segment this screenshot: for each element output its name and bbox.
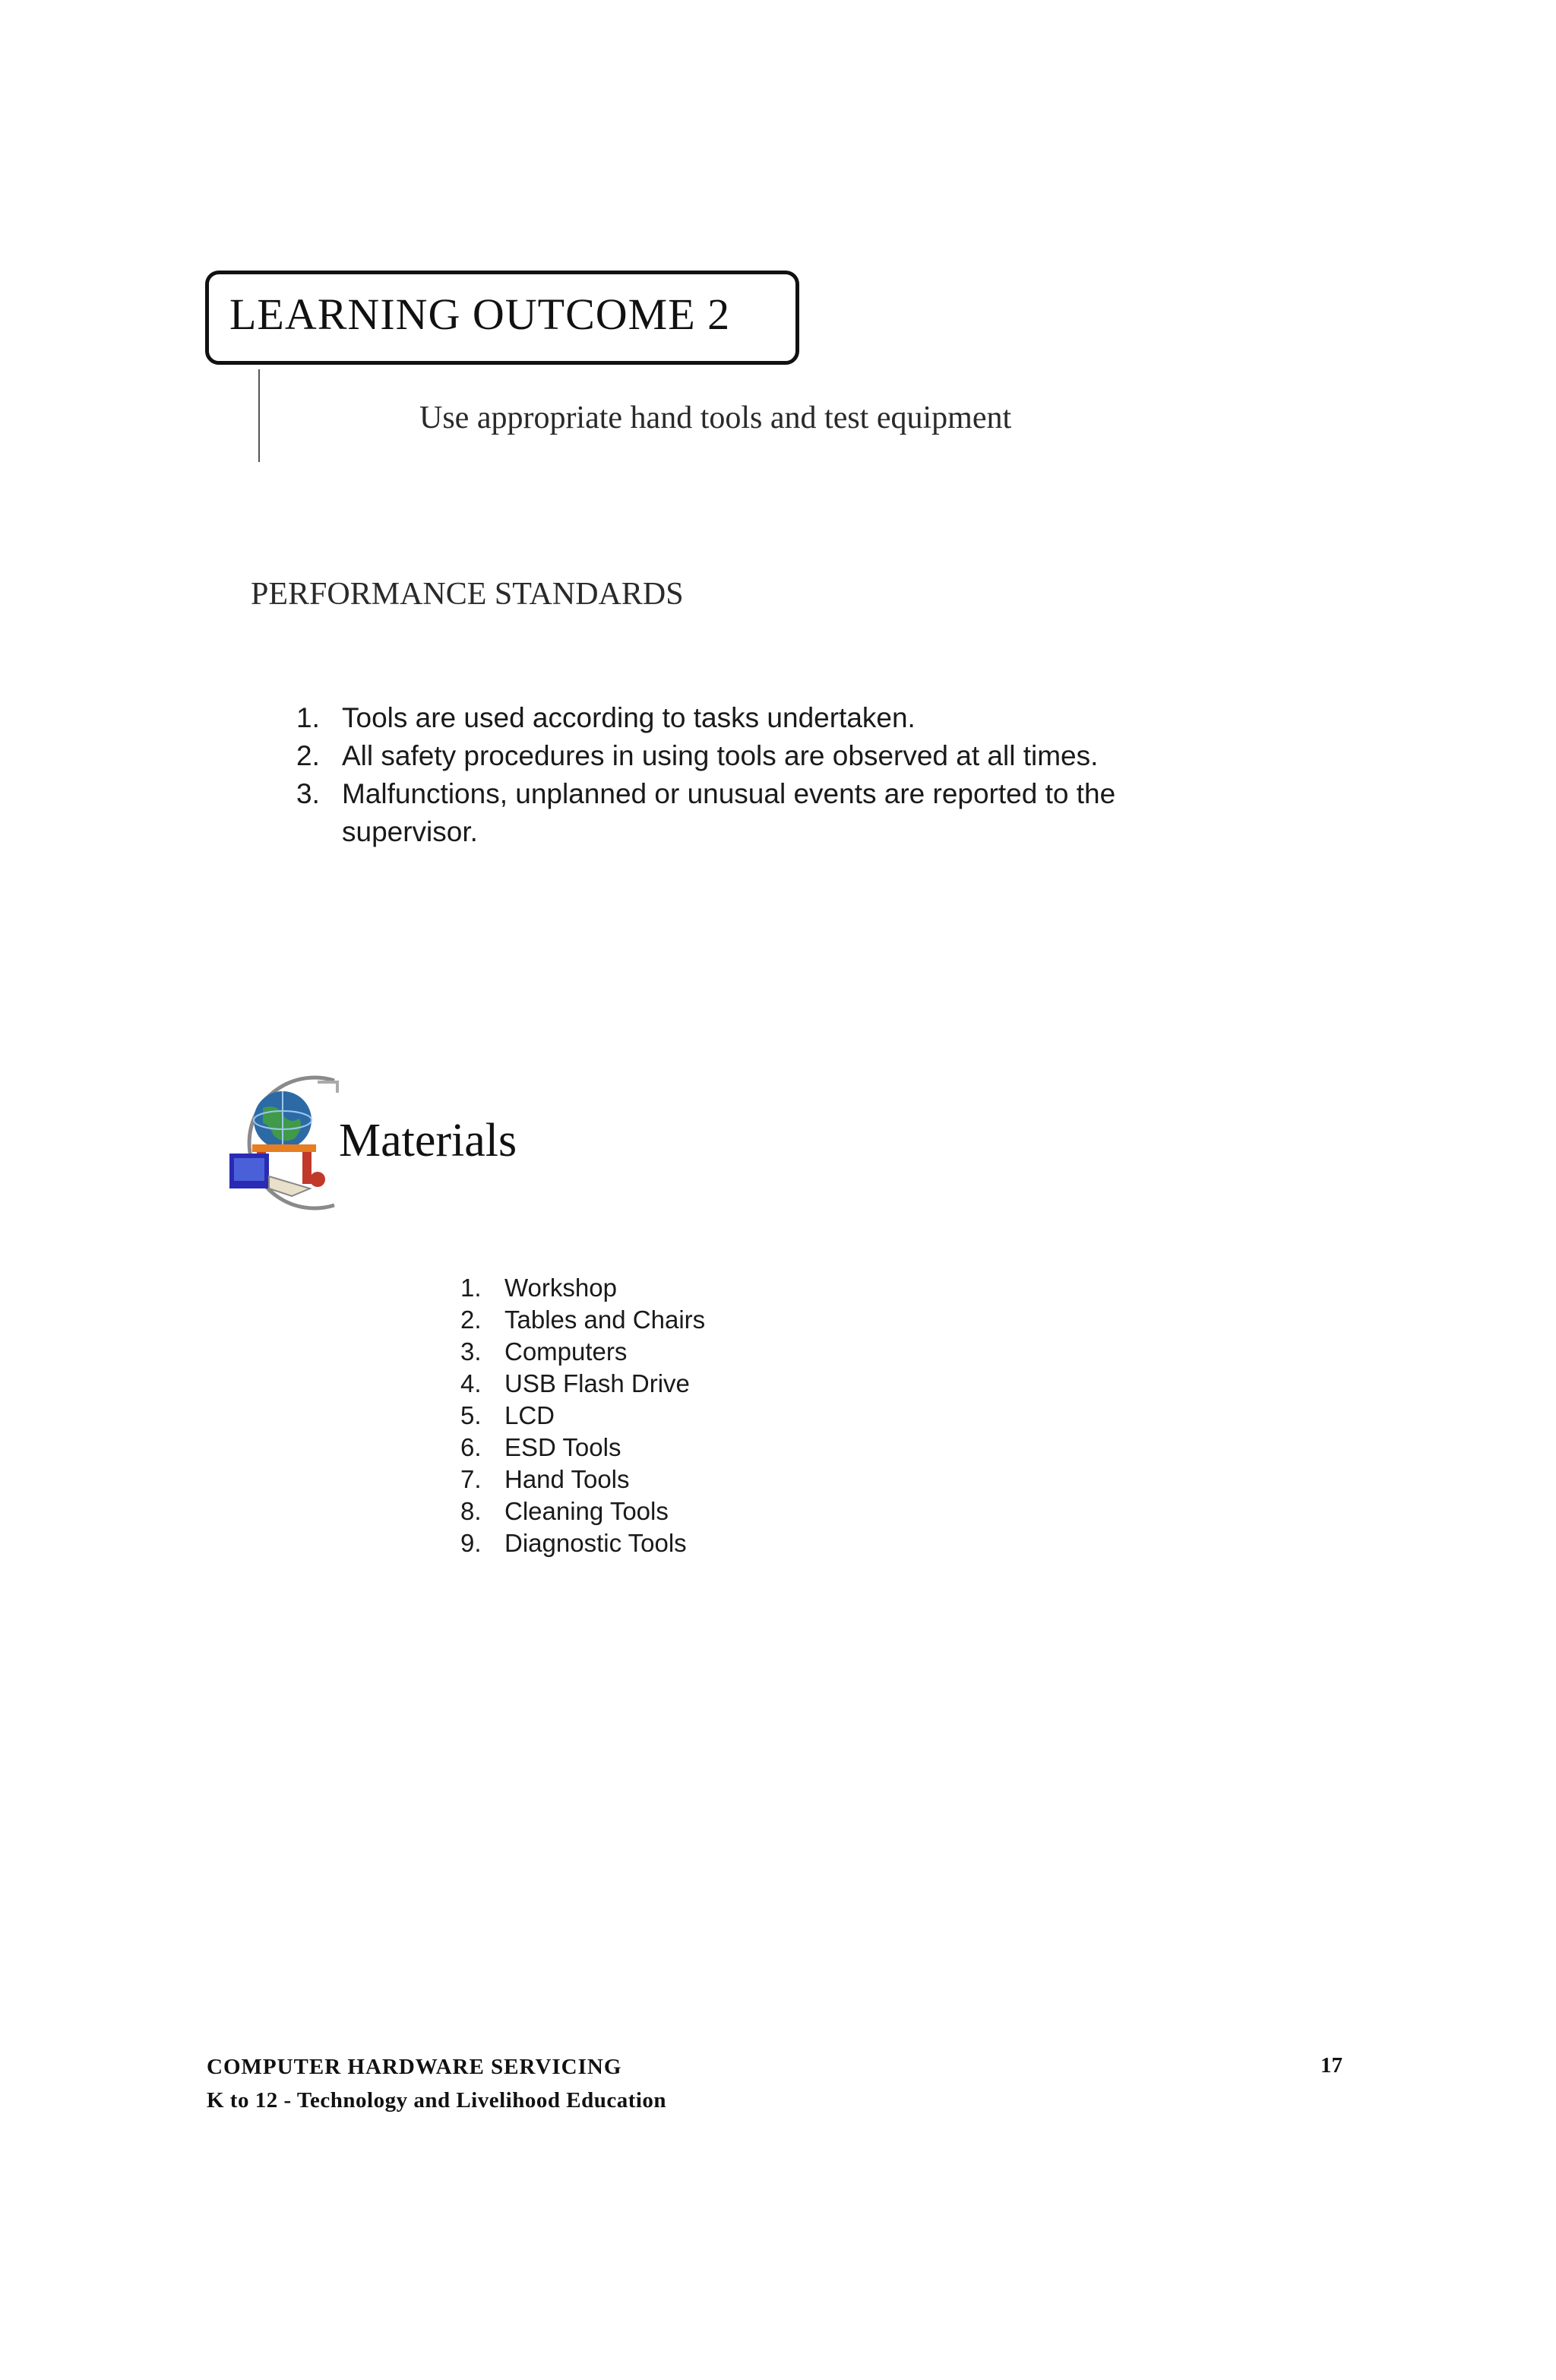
list-item bbox=[460, 1304, 992, 1336]
list-item bbox=[460, 1432, 992, 1464]
list-number: 1. bbox=[460, 1274, 482, 1302]
list-number: 1. bbox=[296, 702, 320, 733]
list-text: All safety procedures in using tools are observed at all times. bbox=[342, 740, 1099, 771]
list-item bbox=[460, 1527, 992, 1559]
list-item bbox=[296, 699, 1246, 737]
materials-heading: Materials bbox=[339, 1115, 517, 1166]
list-item bbox=[460, 1495, 992, 1527]
list-number: 9. bbox=[460, 1529, 482, 1557]
list-text: Tables and Chairs bbox=[504, 1306, 706, 1334]
list-number: 3. bbox=[460, 1337, 482, 1366]
list-number: 2. bbox=[296, 740, 320, 771]
list-item bbox=[460, 1368, 992, 1400]
list-item bbox=[460, 1336, 992, 1368]
page-number: 17 bbox=[1320, 2053, 1343, 2078]
list-text: Computers bbox=[504, 1337, 628, 1366]
list-item bbox=[460, 1400, 992, 1432]
list-text: Tools are used according to tasks undertaken. bbox=[342, 702, 916, 733]
list-item bbox=[460, 1272, 992, 1304]
list-number: 6. bbox=[460, 1433, 482, 1461]
globe-computer-icon bbox=[204, 1074, 340, 1211]
materials-list bbox=[460, 1272, 992, 1559]
list-number: 3. bbox=[296, 778, 320, 809]
list-number: 4. bbox=[460, 1369, 482, 1397]
footer-course-title: COMPUTER HARDWARE SERVICING bbox=[207, 2055, 622, 2079]
performance-standards-heading: PERFORMANCE STANDARDS bbox=[251, 577, 684, 612]
list-text: ESD Tools bbox=[504, 1433, 621, 1461]
performance-standards-list bbox=[296, 699, 1246, 851]
list-number: 7. bbox=[460, 1465, 482, 1493]
learning-outcome-subtitle: Use appropriate hand tools and test equipment bbox=[419, 400, 1012, 435]
list-item bbox=[296, 737, 1246, 775]
connector-line bbox=[258, 369, 260, 462]
list-item bbox=[460, 1464, 992, 1495]
list-text: LCD bbox=[504, 1401, 555, 1429]
list-item bbox=[296, 775, 1246, 851]
list-number: 2. bbox=[460, 1306, 482, 1334]
list-text: Workshop bbox=[504, 1274, 617, 1302]
list-text: Malfunctions, unplanned or unusual events are reported to the supervisor. bbox=[342, 778, 1116, 847]
footer-program: K to 12 - Technology and Livelihood Education bbox=[207, 2088, 667, 2113]
list-number: 8. bbox=[460, 1497, 482, 1525]
list-text: USB Flash Drive bbox=[504, 1369, 690, 1397]
list-text: Diagnostic Tools bbox=[504, 1529, 687, 1557]
list-text: Hand Tools bbox=[504, 1465, 630, 1493]
list-number: 5. bbox=[460, 1401, 482, 1429]
learning-outcome-title: LEARNING OUTCOME 2 bbox=[229, 290, 731, 339]
list-text: Cleaning Tools bbox=[504, 1497, 669, 1525]
